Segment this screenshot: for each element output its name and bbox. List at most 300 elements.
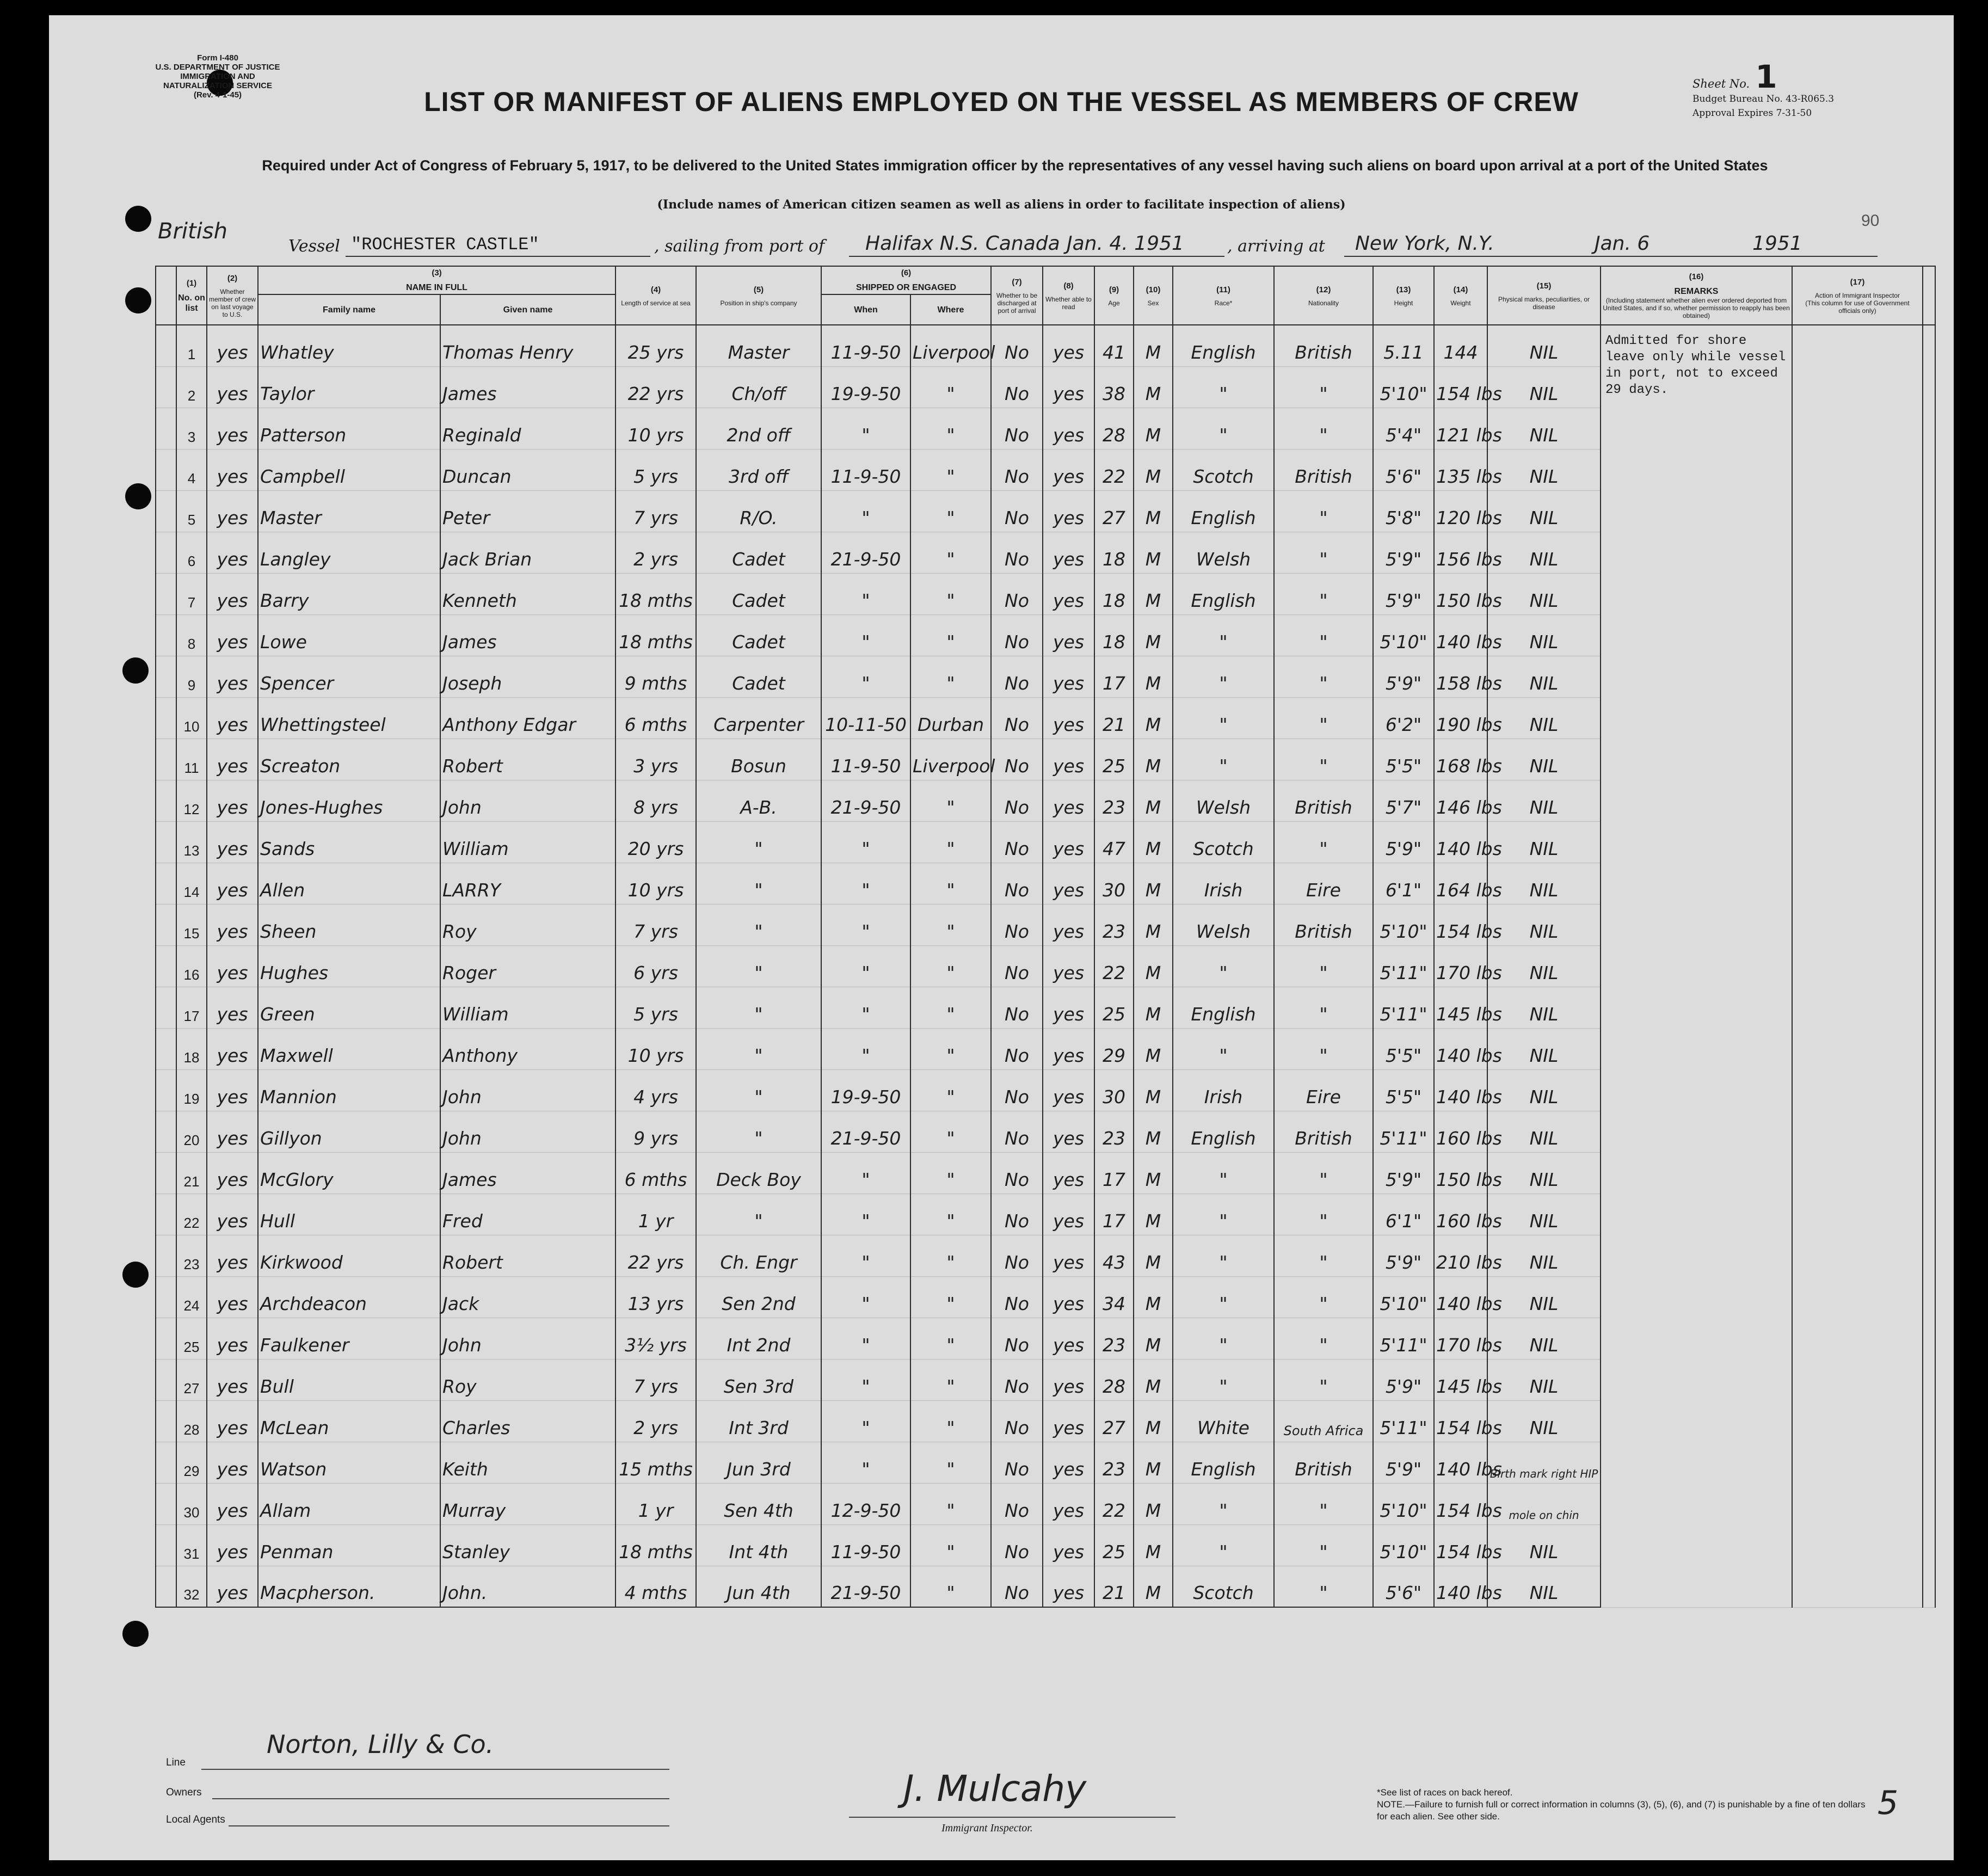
prev-voyage-cell: yes xyxy=(207,449,258,490)
family-name-cell: Kirkwood xyxy=(258,1235,440,1276)
shipped-where-cell: " xyxy=(910,1276,991,1318)
line-value: Norton, Lilly & Co. xyxy=(267,1730,494,1759)
race-cell: " xyxy=(1173,656,1274,697)
discharged-cell: No xyxy=(991,1194,1043,1235)
service-cell: 15 mths xyxy=(616,1442,696,1483)
col-discharged: (7) Whether to be discharged at port of arrival xyxy=(991,266,1043,325)
shipped-where-cell: " xyxy=(910,945,991,987)
line-label: Line xyxy=(166,1757,186,1768)
col-sex: (10) Sex xyxy=(1134,266,1173,325)
punch-hole xyxy=(122,657,149,684)
race-cell: " xyxy=(1173,1152,1274,1194)
family-name-cell: Bull xyxy=(258,1359,440,1400)
marks-cell: NIL xyxy=(1487,573,1601,614)
row-number: 4 xyxy=(176,449,207,490)
read-cell: yes xyxy=(1043,1524,1094,1566)
margin-cell xyxy=(156,1483,176,1524)
race-cell: Scotch xyxy=(1173,821,1274,863)
prev-voyage-cell: yes xyxy=(207,1566,258,1607)
race-cell: Irish xyxy=(1173,863,1274,904)
nationality-cell: " xyxy=(1274,1524,1373,1566)
shipped-where-cell: " xyxy=(910,1318,991,1359)
family-name-cell: Whettingsteel xyxy=(258,697,440,739)
prev-voyage-cell: yes xyxy=(207,1069,258,1111)
shipped-where-cell: " xyxy=(910,366,991,408)
family-name-cell: Spencer xyxy=(258,656,440,697)
weight-cell: 121 lbs xyxy=(1434,408,1487,449)
sex-cell: M xyxy=(1134,449,1173,490)
race-cell: English xyxy=(1173,1111,1274,1152)
marks-cell: NIL xyxy=(1487,656,1601,697)
page-title: LIST OR MANIFEST OF ALIENS EMPLOYED ON THE VESSEL AS MEMBERS OF CREW xyxy=(424,87,1579,117)
race-cell: Scotch xyxy=(1173,1566,1274,1607)
height-cell: 5'5" xyxy=(1373,739,1434,780)
nationality-cell: " xyxy=(1274,1152,1373,1194)
margin-cell xyxy=(156,739,176,780)
height-cell: 5'10" xyxy=(1373,614,1434,656)
punch-hole xyxy=(122,1621,149,1647)
given-name-cell: James xyxy=(440,366,616,408)
service-cell: 3 yrs xyxy=(616,739,696,780)
service-cell: 5 yrs xyxy=(616,987,696,1028)
sex-cell: M xyxy=(1134,697,1173,739)
position-cell: Jun 4th xyxy=(696,1566,821,1607)
height-cell: 5'5" xyxy=(1373,1069,1434,1111)
shipped-where-cell: " xyxy=(910,904,991,945)
weight-cell: 140 lbs xyxy=(1434,821,1487,863)
given-name-cell: Kenneth xyxy=(440,573,616,614)
age-cell: 41 xyxy=(1094,325,1134,366)
family-name-cell: Campbell xyxy=(258,449,440,490)
prev-voyage-cell: yes xyxy=(207,739,258,780)
service-cell: 9 yrs xyxy=(616,1111,696,1152)
shipped-where-cell: Liverpool xyxy=(910,325,991,366)
age-cell: 23 xyxy=(1094,1318,1134,1359)
service-cell: 13 yrs xyxy=(616,1276,696,1318)
prev-voyage-cell: yes xyxy=(207,1028,258,1069)
age-cell: 25 xyxy=(1094,987,1134,1028)
margin-cell xyxy=(156,449,176,490)
vessel-label: Vessel xyxy=(288,237,340,256)
margin-cell xyxy=(156,1566,176,1607)
weight-cell: 150 lbs xyxy=(1434,1152,1487,1194)
family-name-cell: McLean xyxy=(258,1400,440,1442)
given-name-cell: Duncan xyxy=(440,449,616,490)
age-cell: 38 xyxy=(1094,366,1134,408)
weight-cell: 120 lbs xyxy=(1434,490,1487,532)
row-number: 23 xyxy=(176,1235,207,1276)
given-name-cell: Robert xyxy=(440,1235,616,1276)
vessel-line xyxy=(158,211,1899,260)
margin-cell xyxy=(156,1152,176,1194)
col-shipped: (6) SHIPPED OR ENGAGED xyxy=(821,266,991,294)
height-cell: 5'6" xyxy=(1373,449,1434,490)
vessel-name: "ROCHESTER CASTLE" xyxy=(351,235,539,255)
prev-voyage-cell: yes xyxy=(207,1111,258,1152)
shipped-when-cell: 11-9-50 xyxy=(821,325,910,366)
age-cell: 18 xyxy=(1094,532,1134,573)
approval-expiry: Approval Expires 7-31-50 xyxy=(1692,108,1812,119)
shipped-when-cell: 12-9-50 xyxy=(821,1483,910,1524)
sex-cell: M xyxy=(1134,1069,1173,1111)
margin-cell xyxy=(156,904,176,945)
position-cell: Master xyxy=(696,325,821,366)
read-cell: yes xyxy=(1043,366,1094,408)
read-cell: yes xyxy=(1043,1318,1094,1359)
marks-cell: NIL xyxy=(1487,449,1601,490)
age-cell: 30 xyxy=(1094,1069,1134,1111)
col-read: (8) Whether able to read xyxy=(1043,266,1094,325)
position-cell: " xyxy=(696,987,821,1028)
prev-voyage-cell: yes xyxy=(207,987,258,1028)
read-cell: yes xyxy=(1043,1069,1094,1111)
nationality-cell: " xyxy=(1274,1483,1373,1524)
service-cell: 8 yrs xyxy=(616,780,696,821)
age-cell: 34 xyxy=(1094,1276,1134,1318)
row-number: 30 xyxy=(176,1483,207,1524)
prev-voyage-cell: yes xyxy=(207,656,258,697)
prev-voyage-cell: yes xyxy=(207,863,258,904)
family-name-cell: Mannion xyxy=(258,1069,440,1111)
row-number: 5 xyxy=(176,490,207,532)
age-cell: 17 xyxy=(1094,1194,1134,1235)
given-name-cell: John xyxy=(440,1069,616,1111)
service-cell: 18 mths xyxy=(616,1524,696,1566)
family-name-cell: Jones-Hughes xyxy=(258,780,440,821)
position-cell: " xyxy=(696,821,821,863)
row-number: 15 xyxy=(176,904,207,945)
race-cell: Welsh xyxy=(1173,904,1274,945)
shipped-when-cell: " xyxy=(821,1276,910,1318)
header-row xyxy=(156,266,1935,294)
shipped-when-cell: " xyxy=(821,656,910,697)
family-name-cell: Watson xyxy=(258,1442,440,1483)
height-cell: 6'1" xyxy=(1373,863,1434,904)
inspector-label: Immigrant Inspector. xyxy=(941,1822,1033,1834)
vessel-underline xyxy=(346,256,650,257)
discharged-cell: No xyxy=(991,987,1043,1028)
row-number: 18 xyxy=(176,1028,207,1069)
discharged-cell: No xyxy=(991,904,1043,945)
margin-cell-right xyxy=(1923,325,1935,1607)
prev-voyage-cell: yes xyxy=(207,1318,258,1359)
weight-cell: 170 lbs xyxy=(1434,945,1487,987)
sex-cell: M xyxy=(1134,1483,1173,1524)
age-cell: 21 xyxy=(1094,1566,1134,1607)
sex-cell: M xyxy=(1134,1152,1173,1194)
row-number: 27 xyxy=(176,1359,207,1400)
height-cell: 5'11" xyxy=(1373,1111,1434,1152)
row-number: 7 xyxy=(176,573,207,614)
shipped-when-cell: 19-9-50 xyxy=(821,1069,910,1111)
discharged-cell: No xyxy=(991,408,1043,449)
marks-cell: NIL xyxy=(1487,1566,1601,1607)
race-cell: Scotch xyxy=(1173,449,1274,490)
discharged-cell: No xyxy=(991,1111,1043,1152)
read-cell: yes xyxy=(1043,1194,1094,1235)
read-cell: yes xyxy=(1043,1111,1094,1152)
col-given-name: Given name xyxy=(440,294,616,325)
shipped-where-cell: " xyxy=(910,1235,991,1276)
margin-cell xyxy=(156,408,176,449)
sex-cell: M xyxy=(1134,1111,1173,1152)
prev-voyage-cell: yes xyxy=(207,1442,258,1483)
position-cell: 2nd off xyxy=(696,408,821,449)
height-cell: 5'10" xyxy=(1373,904,1434,945)
height-cell: 5'9" xyxy=(1373,1152,1434,1194)
margin-cell xyxy=(156,1400,176,1442)
given-name-cell: Keith xyxy=(440,1442,616,1483)
age-cell: 18 xyxy=(1094,573,1134,614)
given-name-cell: Anthony Edgar xyxy=(440,697,616,739)
discharged-cell: No xyxy=(991,1524,1043,1566)
margin-cell xyxy=(156,1028,176,1069)
sailing-underline xyxy=(849,256,1224,257)
weight-cell: 140 lbs xyxy=(1434,1276,1487,1318)
row-number: 17 xyxy=(176,987,207,1028)
prev-voyage-cell: yes xyxy=(207,1194,258,1235)
family-name-cell: Gillyon xyxy=(258,1111,440,1152)
discharged-cell: No xyxy=(991,1235,1043,1276)
given-name-cell: Murray xyxy=(440,1483,616,1524)
nationality-cell: British xyxy=(1274,449,1373,490)
row-number: 6 xyxy=(176,532,207,573)
race-cell: " xyxy=(1173,1235,1274,1276)
read-cell: yes xyxy=(1043,945,1094,987)
family-name-cell: Screaton xyxy=(258,739,440,780)
nationality-cell: " xyxy=(1274,408,1373,449)
given-name-cell: Robert xyxy=(440,739,616,780)
nationality-cell: " xyxy=(1274,1194,1373,1235)
nationality-cell: " xyxy=(1274,945,1373,987)
prev-voyage-cell: yes xyxy=(207,945,258,987)
weight-cell: 140 lbs xyxy=(1434,1442,1487,1483)
row-number: 20 xyxy=(176,1111,207,1152)
discharged-cell: No xyxy=(991,739,1043,780)
height-cell: 6'1" xyxy=(1373,1194,1434,1235)
marks-cell: NIL xyxy=(1487,987,1601,1028)
shipped-when-cell: 11-9-50 xyxy=(821,739,910,780)
marks-cell: NIL xyxy=(1487,697,1601,739)
discharged-cell: No xyxy=(991,697,1043,739)
prev-voyage-cell: yes xyxy=(207,1483,258,1524)
given-name-cell: John xyxy=(440,1318,616,1359)
shipped-when-cell: 19-9-50 xyxy=(821,366,910,408)
margin-cell xyxy=(156,821,176,863)
age-cell: 23 xyxy=(1094,1111,1134,1152)
weight-cell: 190 lbs xyxy=(1434,697,1487,739)
sex-cell: M xyxy=(1134,863,1173,904)
margin-cell xyxy=(156,366,176,408)
age-cell: 23 xyxy=(1094,780,1134,821)
shipped-where-cell: " xyxy=(910,1442,991,1483)
read-cell: yes xyxy=(1043,739,1094,780)
age-cell: 28 xyxy=(1094,1359,1134,1400)
given-name-cell: John xyxy=(440,780,616,821)
given-name-cell: Roy xyxy=(440,1359,616,1400)
shipped-when-cell: " xyxy=(821,1235,910,1276)
margin-cell xyxy=(156,656,176,697)
marks-cell: NIL xyxy=(1487,821,1601,863)
read-cell: yes xyxy=(1043,1566,1094,1607)
department-name: U.S. DEPARTMENT OF JUSTICE xyxy=(155,63,280,72)
position-cell: R/O. xyxy=(696,490,821,532)
nationality-cell: " xyxy=(1274,490,1373,532)
weight-cell: 160 lbs xyxy=(1434,1194,1487,1235)
weight-cell: 156 lbs xyxy=(1434,532,1487,573)
nationality-cell: " xyxy=(1274,614,1373,656)
marks-cell: NIL xyxy=(1487,1194,1601,1235)
sex-cell: M xyxy=(1134,780,1173,821)
given-name-cell: William xyxy=(440,987,616,1028)
nationality-cell: British xyxy=(1274,904,1373,945)
given-name-cell: Reginald xyxy=(440,408,616,449)
race-cell: " xyxy=(1173,1194,1274,1235)
family-name-cell: McGlory xyxy=(258,1152,440,1194)
given-name-cell: LARRY xyxy=(440,863,616,904)
shipped-when-cell: " xyxy=(821,1359,910,1400)
row-number: 10 xyxy=(176,697,207,739)
height-cell: 5'11" xyxy=(1373,945,1434,987)
position-cell: Ch. Engr xyxy=(696,1235,821,1276)
sex-cell: M xyxy=(1134,1235,1173,1276)
read-cell: yes xyxy=(1043,656,1094,697)
weight-cell: 150 lbs xyxy=(1434,573,1487,614)
race-cell: English xyxy=(1173,987,1274,1028)
margin-cell xyxy=(156,1194,176,1235)
corner-mark: 5 xyxy=(1878,1784,1899,1822)
position-cell: Sen 2nd xyxy=(696,1276,821,1318)
position-cell: Cadet xyxy=(696,614,821,656)
margin-cell xyxy=(156,490,176,532)
sailing-label: , sailing from port of xyxy=(654,237,825,256)
shipped-when-cell: 21-9-50 xyxy=(821,1566,910,1607)
prev-voyage-cell: yes xyxy=(207,1276,258,1318)
service-cell: 5 yrs xyxy=(616,449,696,490)
marks-cell: NIL xyxy=(1487,1276,1601,1318)
race-cell: " xyxy=(1173,366,1274,408)
owners-rule xyxy=(212,1798,669,1799)
service-cell: 6 yrs xyxy=(616,945,696,987)
race-cell: English xyxy=(1173,573,1274,614)
height-cell: 5'9" xyxy=(1373,821,1434,863)
discharged-cell: No xyxy=(991,490,1043,532)
height-cell: 5'4" xyxy=(1373,408,1434,449)
punch-hole xyxy=(125,483,151,509)
nationality-cell: " xyxy=(1274,1276,1373,1318)
height-cell: 5'9" xyxy=(1373,656,1434,697)
age-cell: 25 xyxy=(1094,739,1134,780)
sex-cell: M xyxy=(1134,945,1173,987)
col-service: (4) Length of service at sea xyxy=(616,266,696,325)
sex-cell: M xyxy=(1134,1524,1173,1566)
marks-cell: NIL xyxy=(1487,1235,1601,1276)
family-name-cell: Macpherson. xyxy=(258,1566,440,1607)
weight-cell: 160 lbs xyxy=(1434,1111,1487,1152)
shipped-when-cell: " xyxy=(821,1194,910,1235)
row-number: 31 xyxy=(176,1524,207,1566)
col-marks: (15) Physical marks, peculiarities, or disease xyxy=(1487,266,1601,325)
given-name-cell: Stanley xyxy=(440,1524,616,1566)
nationality-cell: " xyxy=(1274,532,1373,573)
position-cell: Bosun xyxy=(696,739,821,780)
height-cell: 5'10" xyxy=(1373,1276,1434,1318)
discharged-cell: No xyxy=(991,449,1043,490)
sex-cell: M xyxy=(1134,904,1173,945)
shipped-when-cell: 10-11-50 xyxy=(821,697,910,739)
service-cell: 10 yrs xyxy=(616,408,696,449)
punch-hole xyxy=(125,287,151,313)
shipped-when-cell: 21-9-50 xyxy=(821,1111,910,1152)
read-cell: yes xyxy=(1043,697,1094,739)
read-cell: yes xyxy=(1043,1028,1094,1069)
age-cell: 23 xyxy=(1094,1442,1134,1483)
read-cell: yes xyxy=(1043,780,1094,821)
family-name-cell: Barry xyxy=(258,573,440,614)
footnotes xyxy=(1377,1787,1867,1823)
prev-voyage-cell: yes xyxy=(207,1152,258,1194)
position-cell: Ch/off xyxy=(696,366,821,408)
height-cell: 5'7" xyxy=(1373,780,1434,821)
position-cell: Cadet xyxy=(696,573,821,614)
height-cell: 5'6" xyxy=(1373,1566,1434,1607)
given-name-cell: John. xyxy=(440,1566,616,1607)
shipped-where-cell: " xyxy=(910,987,991,1028)
service-cell: 7 yrs xyxy=(616,1359,696,1400)
given-name-cell: James xyxy=(440,614,616,656)
col-nationality: (12) Nationality xyxy=(1274,266,1373,325)
shipped-when-cell: 21-9-50 xyxy=(821,532,910,573)
race-cell: " xyxy=(1173,1318,1274,1359)
race-cell: English xyxy=(1173,1442,1274,1483)
shipped-where-cell: " xyxy=(910,573,991,614)
service-cell: 1 yr xyxy=(616,1483,696,1524)
service-cell: 3½ yrs xyxy=(616,1318,696,1359)
height-cell: 5'10" xyxy=(1373,1524,1434,1566)
family-name-cell: Lowe xyxy=(258,614,440,656)
col-age: (9) Age xyxy=(1094,266,1134,325)
race-cell: White xyxy=(1173,1400,1274,1442)
position-cell: Int 3rd xyxy=(696,1400,821,1442)
margin-cell xyxy=(156,945,176,987)
service-cell: 18 mths xyxy=(616,614,696,656)
shipped-when-cell: " xyxy=(821,945,910,987)
statutory-requirement: Required under Act of Congress of February 5, 1917, to be delivered to the United States immigration officer by the representatives of any vessel having such aliens on board upon arrival at a port of the United States xyxy=(262,157,1768,174)
marks-cell: NIL xyxy=(1487,532,1601,573)
sex-cell: M xyxy=(1134,366,1173,408)
discharged-cell: No xyxy=(991,656,1043,697)
marks-cell: NIL xyxy=(1487,408,1601,449)
service-cell: 18 mths xyxy=(616,573,696,614)
marks-cell: NIL xyxy=(1487,490,1601,532)
arriving-underline xyxy=(1344,256,1878,257)
prev-voyage-cell: yes xyxy=(207,490,258,532)
read-cell: yes xyxy=(1043,1400,1094,1442)
height-cell: 5'11" xyxy=(1373,1318,1434,1359)
read-cell: yes xyxy=(1043,573,1094,614)
shipped-when-cell: " xyxy=(821,1152,910,1194)
read-cell: yes xyxy=(1043,614,1094,656)
nationality-cell: British xyxy=(1274,780,1373,821)
prev-voyage-cell: yes xyxy=(207,1400,258,1442)
col-height: (13) Height xyxy=(1373,266,1434,325)
margin-cell xyxy=(156,1111,176,1152)
margin-cell xyxy=(156,1524,176,1566)
margin-cell xyxy=(156,614,176,656)
age-cell: 22 xyxy=(1094,945,1134,987)
prev-voyage-cell: yes xyxy=(207,573,258,614)
shipped-where-cell: " xyxy=(910,614,991,656)
